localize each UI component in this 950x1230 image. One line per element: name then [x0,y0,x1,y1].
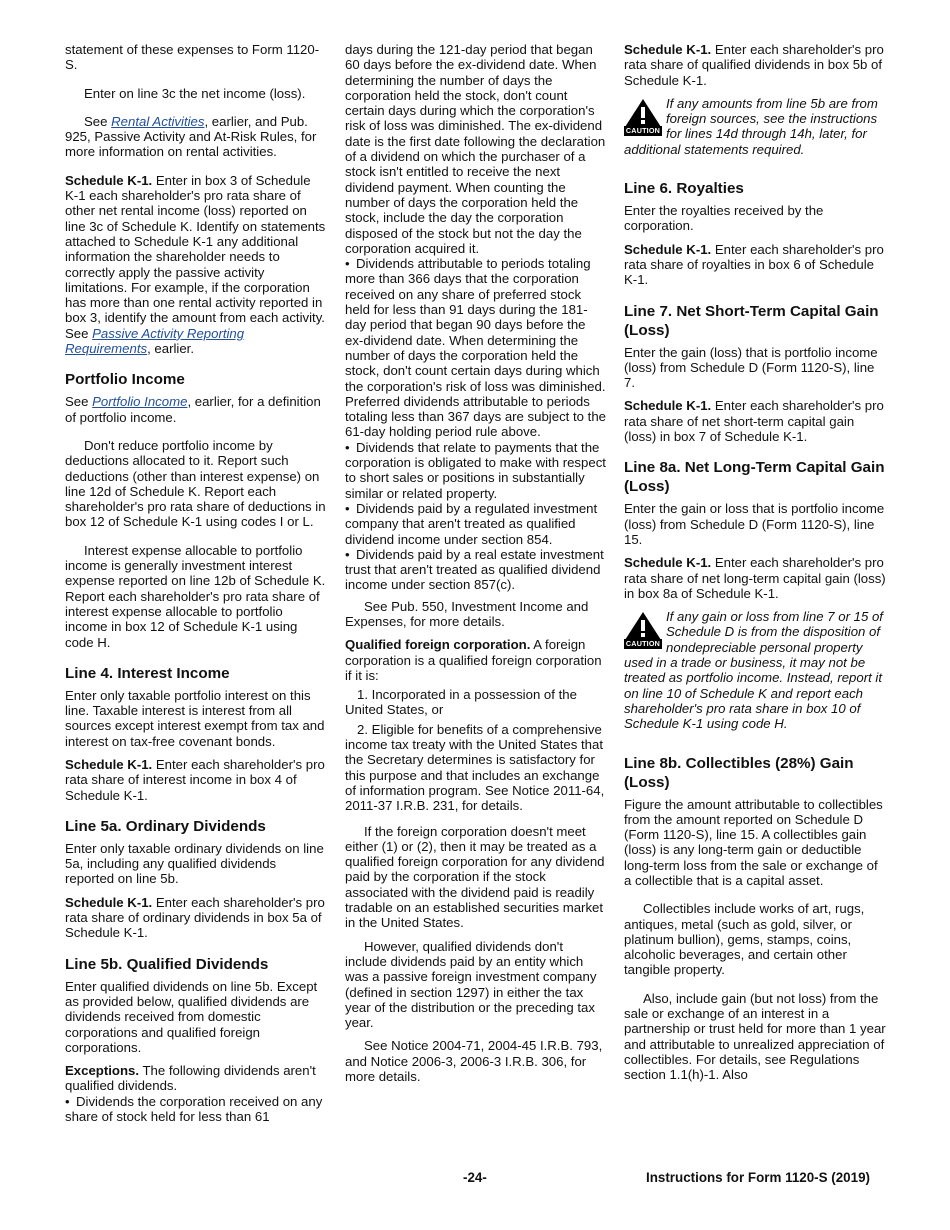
paragraph: statement of these expenses to Form 1120-S. [65,42,320,73]
caution-icon: CAUTION [624,611,662,651]
paragraph: Enter the gain (loss) that is portfolio income (loss) from Schedule D (Form 1120-S), line 7. [624,344,878,391]
bullet-item: • Dividends attributable to periods totaling more than 366 days that the corporation received on any share of preferred stock held for less than 91 days during the 181-day period that began 90 days before the ex-dividend date. When determining the number of days the corporation held the stock, don't count certain days during which the corporation's risk of loss was diminished. Preferred dividends attributable to periods totaling less than 367 days are subject to the 61-day holding period rule above. [345,256,606,440]
schedule-k1-paragraph: Schedule K-1. Enter each shareholder's pro rata share of interest income in box 4 of Schedule K-1. [65,756,325,803]
numbered-item: 2. Eligible for benefits of a comprehensive income tax treaty with the United States that the Secretary determines is satisfactory for this purpose and that includes an exchange of information program. See Notice 2011-64, 2011-37 I.R.B. 231, for details. [345,721,605,814]
paragraph: See Notice 2004-71, 2004-45 I.R.B. 793, and Notice 2006-3, 2006-3 I.R.B. 306, for more details. [345,1038,603,1084]
heading-line-7: Line 7. Net Short-Term Capital Gain (Loss) [624,302,879,339]
bullet-item: • Dividends paid by a regulated investment company that aren't treated as qualified dividend income under section 854. [345,500,598,547]
heading-line-5a: Line 5a. Ordinary Dividends [65,817,266,835]
caution-icon: CAUTION [624,98,662,138]
column-3 [624,42,886,1091]
paragraph: Enter qualified dividends on line 5b. Except as provided below, qualified dividends are dividends received from domestic corporations and qualified foreign corporations. [65,978,318,1055]
heading-line-8b: Line 8b. Collectibles (28%) Gain (Loss) [624,754,854,791]
paragraph: Enter the royalties received by the corporation. [624,203,824,234]
heading-portfolio-income: Portfolio Income [65,371,185,389]
exceptions-paragraph: Exceptions. The following dividends aren't qualified dividends. [65,1063,316,1094]
paragraph: If the foreign corporation doesn't meet either (1) or (2), then it may be treated as a qualified foreign corporation for any dividend paid by the corporation if the stock associated with the dividend paid is readily tradable on an established securities market in the United States. [345,823,605,931]
bullet-item: • Dividends the corporation received on any share of stock held for less than 61 [65,1093,323,1125]
heading-line-8a: Line 8a. Net Long-Term Capital Gain (Loss) [624,459,885,496]
schedule-k1-paragraph: Schedule K-1. Enter each shareholder's pro rata share of ordinary dividends in box 5a of Schedule K-1. [65,894,325,941]
qualified-foreign-paragraph: Qualified foreign corporation. A foreign corporation is a qualified foreign corporation if it is: [345,637,602,683]
portfolio-income-link[interactable]: Portfolio Income [92,394,188,410]
paragraph: Also, include gain (but not loss) from the sale or exchange of an interest in a partnership or trust held for more than 1 year and attributable to unrealized appreciation of collectibles. For details, see Regulations section 1.1(h)-1. Also [624,990,886,1083]
paragraph: Enter only taxable portfolio interest on this line. Taxable interest is interest from all sources except interest exempt from tax and interest on tax-free covenant bonds. [65,687,325,749]
paragraph: Enter on line 3c the net income (loss). [84,85,306,101]
paragraph: Collectibles include works of art, rugs, antiques, metal (such as gold, silver, or platinum bullion), gems, stamps, coins, alcoholic beverages, and certain other tangible property. [624,901,865,978]
column-2 [345,42,607,1092]
paragraph: See Rental Activities, earlier, and Pub. 925, Passive Activity and At-Risk Rules, for more information on rental activities. [65,113,317,160]
paragraph: days during the 121-day period that began 60 days before the ex-dividend date. When determining the number of days the corporation held the stock, don't count certain days during which the corporation's risk of loss was diminished. The ex-dividend date is the first date following the declaration of a dividend on which the purchaser of a stock isn't entitled to receive the next dividend payment. When counting the number of days the corporation held the stock, include the day the corporation disposed of the stock but not the day the corporation acquired it. [345,42,606,256]
paragraph: Enter the gain or loss that is portfolio income (loss) from Schedule D (Form 1120-S), line 15. [624,501,885,547]
document-title-footer: Instructions for Form 1120-S (2019) [646,1170,870,1185]
schedule-k1-paragraph: Schedule K-1. Enter each shareholder's pro rata share of qualified dividends in box 5b of Schedule K-1. [624,42,884,88]
rental-activities-link[interactable]: Rental Activities [111,113,205,129]
schedule-k1-paragraph: Schedule K-1. Enter each shareholder's pro rata share of royalties in box 6 of Schedule K-1. [624,241,884,288]
schedule-k1-paragraph: Schedule K-1. Enter in box 3 of Schedule K-1 each shareholder's pro rata share of other net rental income (loss) reported on line 3c of Schedule K. Identify on statements attached to Schedule K-1 any additional information the shareholder needs to correctly apply the passive activity limitations. For example, if the corporation has more than one rental activity reported in box 3, identify the amount from each activity. See Passive Activity Reporting Requirements, earlier. [65,172,326,357]
page-number: -24- [463,1170,487,1185]
paragraph: Enter only taxable ordinary dividends on line 5a, including any qualified dividends reported on line 5b. [65,840,324,887]
paragraph: Interest expense allocable to portfolio income is generally investment interest expense reported on line 12b of Schedule K. Report each shareholder's pro rata share of interest expense allocable to portfolio income in box 12 of Schedule K-1 using code H. [65,542,326,650]
schedule-k1-paragraph: Schedule K-1. Enter each shareholder's pro rata share of net long-term capital gain (loss) in box 8a of Schedule K-1. [624,555,886,601]
passive-activity-link[interactable]: Passive Activity Reporting Requirements [65,325,245,357]
bullet-item: • Dividends that relate to payments that the corporation is obligated to make with respect to short sales or positions in substantially similar or related property. [345,439,606,501]
numbered-item: 1. Incorporated in a possession of the United States, or [345,687,577,718]
heading-line-6: Line 6. Royalties [624,180,744,198]
caution-note: CAUTION If any gain or loss from line 7 or 15 of Schedule D is from the disposition of nondepreciable personal property used in a trade or business, it may not be treated as portfolio income. Instead, report it on line 10 of Schedule K and report each shareholder's pro rata share in box 10 of Schedule K-1 using code H. [624,609,883,732]
paragraph: Figure the amount attributable to collectibles from the amount reported on Schedule D (Form 1120-S), line 15. A collectibles gain (loss) is any long-term gain or deductible long-term loss from the sale or exchange of a collectible that is a capital asset. [624,796,883,888]
column-1 [65,42,327,1124]
schedule-k1-paragraph: Schedule K-1. Enter each shareholder's pro rata share of net short-term capital gain (loss) in box 7 of Schedule K-1. [624,398,884,445]
paragraph: See Portfolio Income, earlier, for a definition of portfolio income. [65,394,321,425]
paragraph: However, qualified dividends don't include dividends paid by an entity which was a passive foreign investment company (defined in section 1297) in either the tax year of the distribution or the preceding tax year. [345,938,597,1031]
paragraph: See Pub. 550, Investment Income and Expenses, for more details. [345,598,589,629]
heading-line-5b: Line 5b. Qualified Dividends [65,955,269,973]
bullet-item: • Dividends paid by a real estate investment trust that aren't treated as qualified dividend income under section 857(c). [345,546,604,593]
paragraph: Don't reduce portfolio income by deductions allocated to it. Report such deductions (other than interest expense) on line 12d of Schedule K. Report each shareholder's pro rata share of deductions in box 12 of Schedule K-1 using codes I or L. [65,437,326,530]
heading-line-4: Line 4. Interest Income [65,664,230,682]
caution-note: CAUTION If any amounts from line 5b are from foreign sources, see the instructions for lines 14d through 14h, later, for additional statements required. [624,95,878,157]
